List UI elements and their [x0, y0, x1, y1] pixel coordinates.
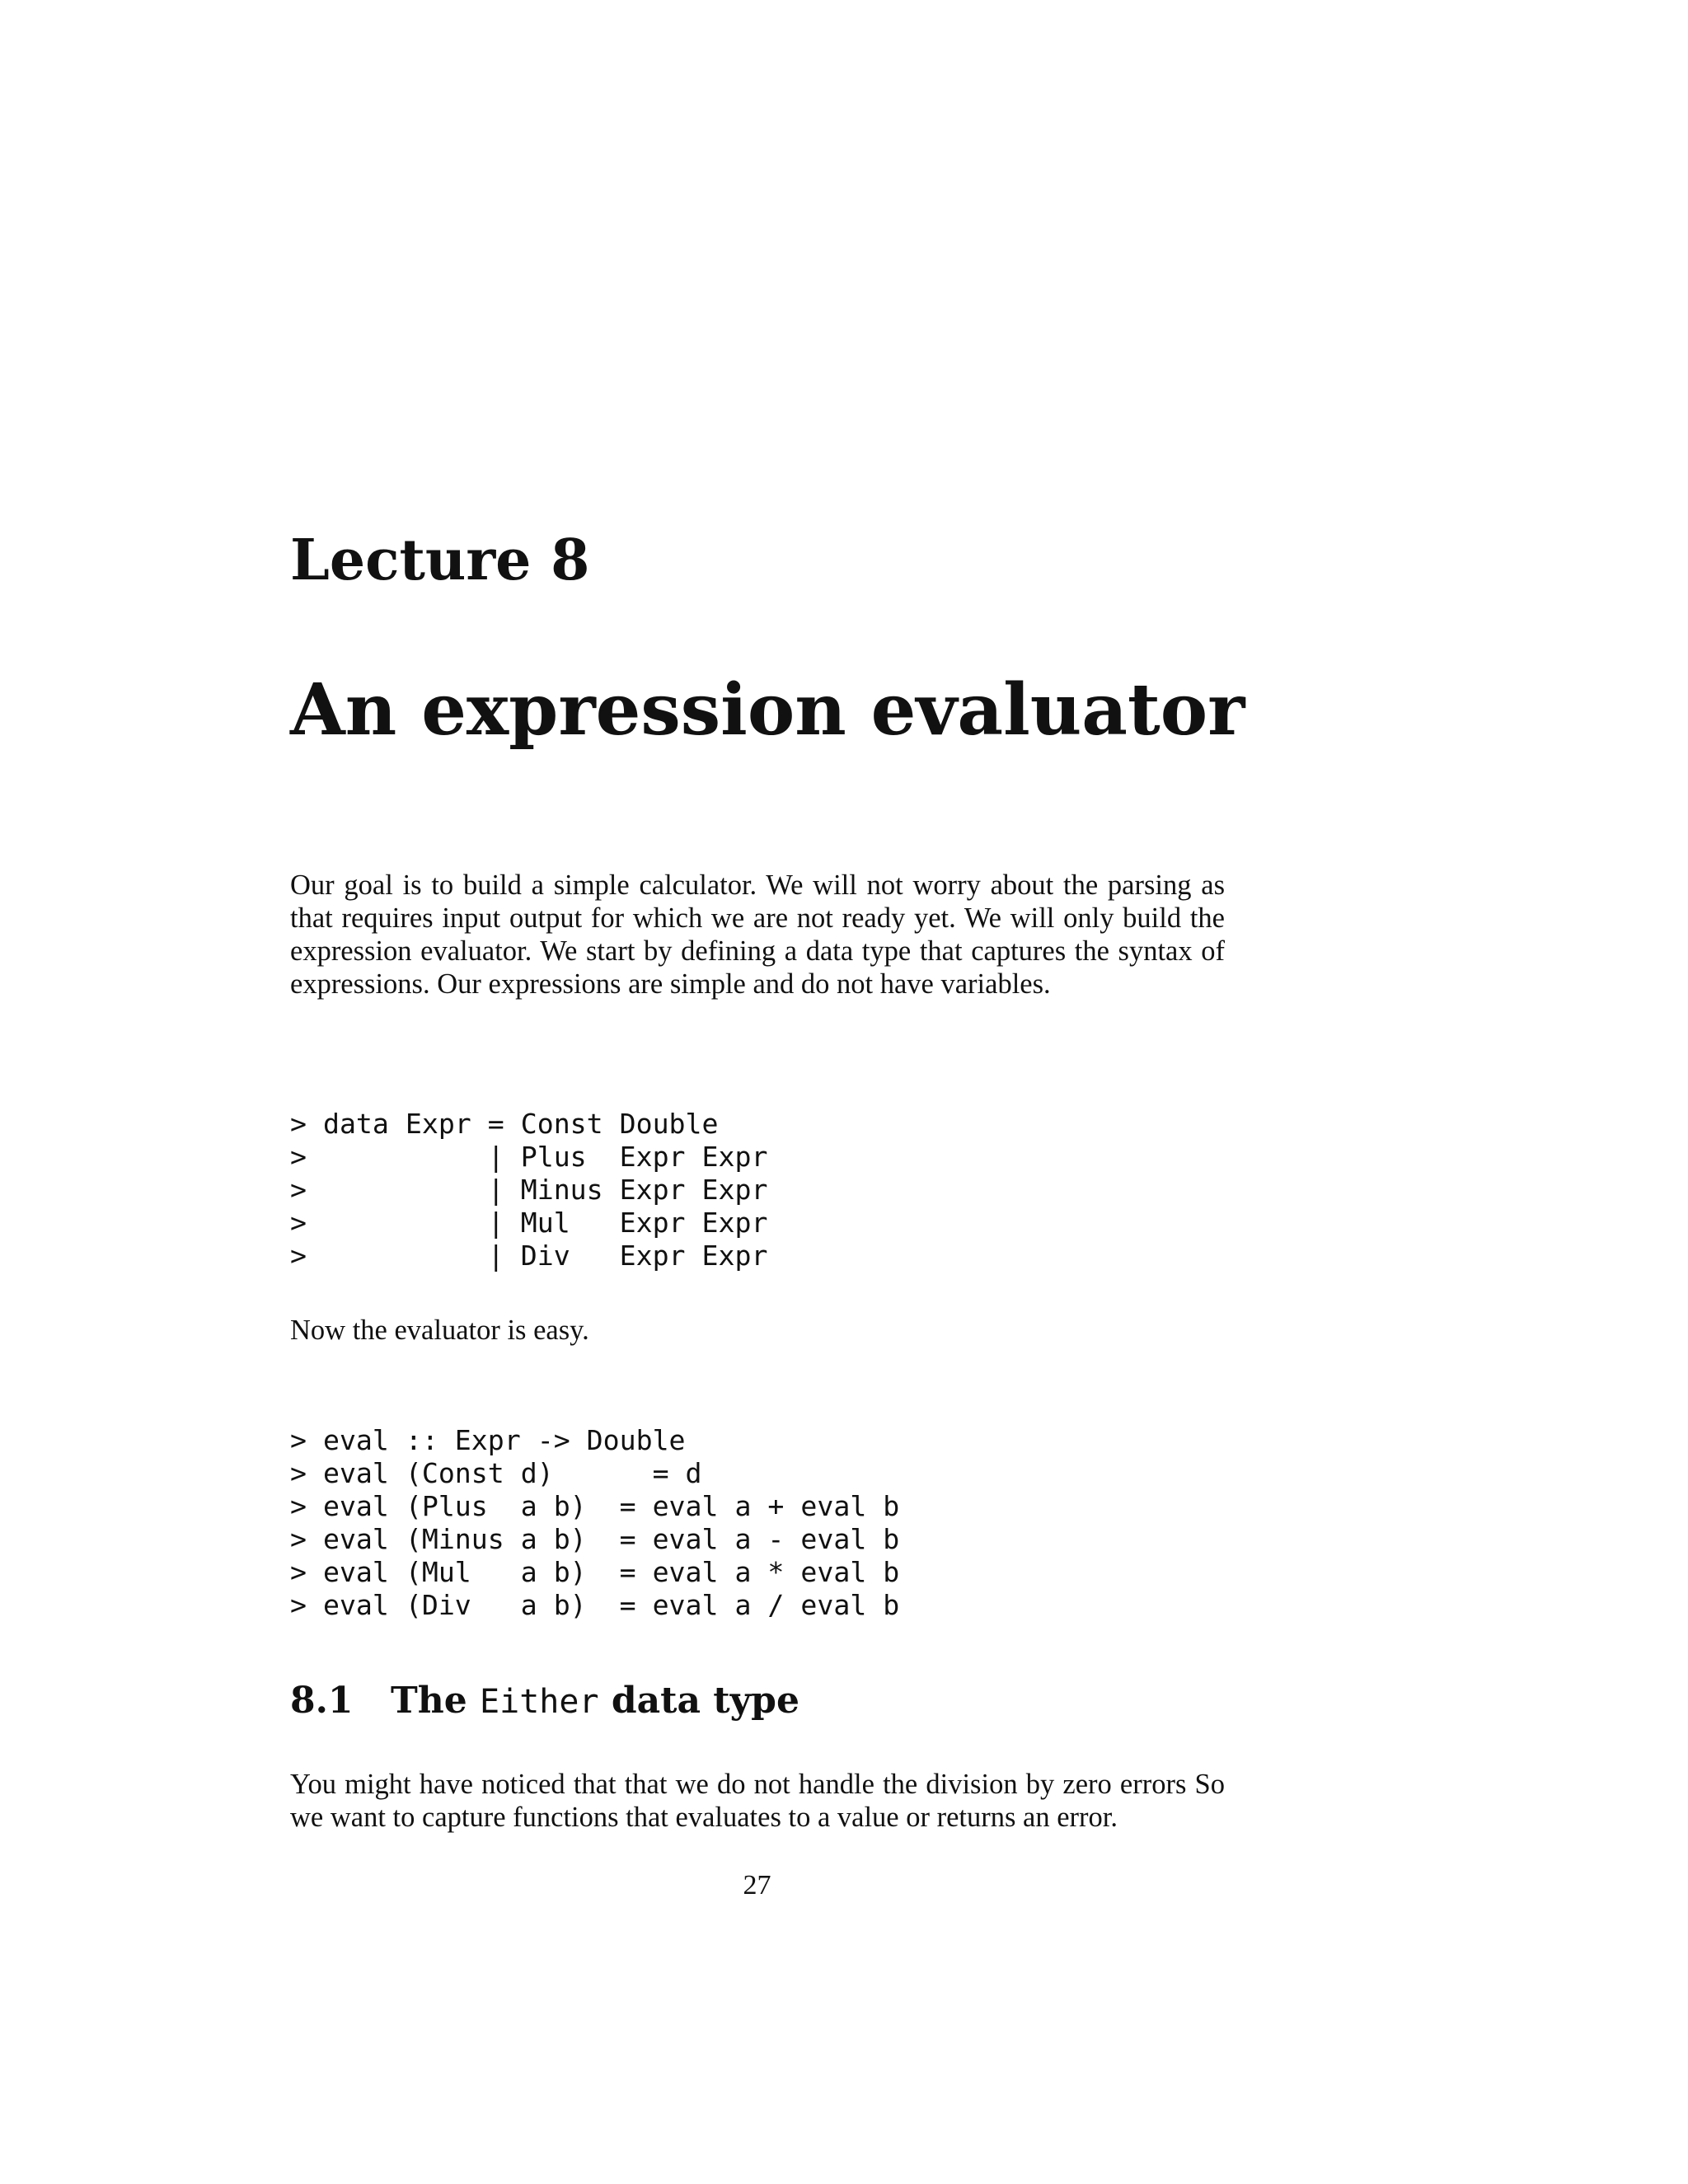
- section-paragraph: You might have noticed that that we do not handle the division by zero errors So we want to capture functions that evaluates to a value or returns an error.: [290, 1769, 1225, 1833]
- code-line: > data Expr = Const Double: [290, 1108, 719, 1140]
- code-line: > eval (Mul a b) = eval a * eval b: [290, 1556, 900, 1588]
- section-number: 8.1: [290, 1680, 354, 1722]
- section-title-code: Either: [480, 1683, 599, 1721]
- section-title-after: data type: [598, 1680, 799, 1722]
- lecture-label: Lecture 8: [290, 527, 590, 593]
- intro-paragraph: Our goal is to build a simple calculator. We will not worry about the parsing as that requires input output for which we are not ready yet. We will only build the expression evaluator. We start by defining a data type that captures the syntax of expressions. Our expressions are simple and do not have variables.: [290, 869, 1225, 1000]
- page-number: 27: [743, 1870, 771, 1900]
- code-line: > eval :: Expr -> Double: [290, 1424, 686, 1456]
- code-line: > | Div Expr Expr: [290, 1240, 768, 1272]
- chapter-title: An expression evaluator: [290, 668, 1245, 752]
- code-block-eval: [290, 1424, 899, 1622]
- code-line: > eval (Minus a b) = eval a - eval b: [290, 1523, 900, 1555]
- code-line: > | Mul Expr Expr: [290, 1207, 768, 1239]
- code-block-data-expr: [290, 1108, 767, 1272]
- code-line: > | Plus Expr Expr: [290, 1141, 768, 1173]
- code-line: > eval (Const d) = d: [290, 1457, 702, 1489]
- code-line: > | Minus Expr Expr: [290, 1174, 768, 1206]
- section-heading: [290, 1678, 799, 1725]
- code-line: > eval (Div a b) = eval a / eval b: [290, 1589, 900, 1621]
- transition-text: Now the evaluator is easy.: [290, 1315, 589, 1346]
- section-title-before: The: [391, 1680, 481, 1722]
- code-line: > eval (Plus a b) = eval a + eval b: [290, 1490, 900, 1522]
